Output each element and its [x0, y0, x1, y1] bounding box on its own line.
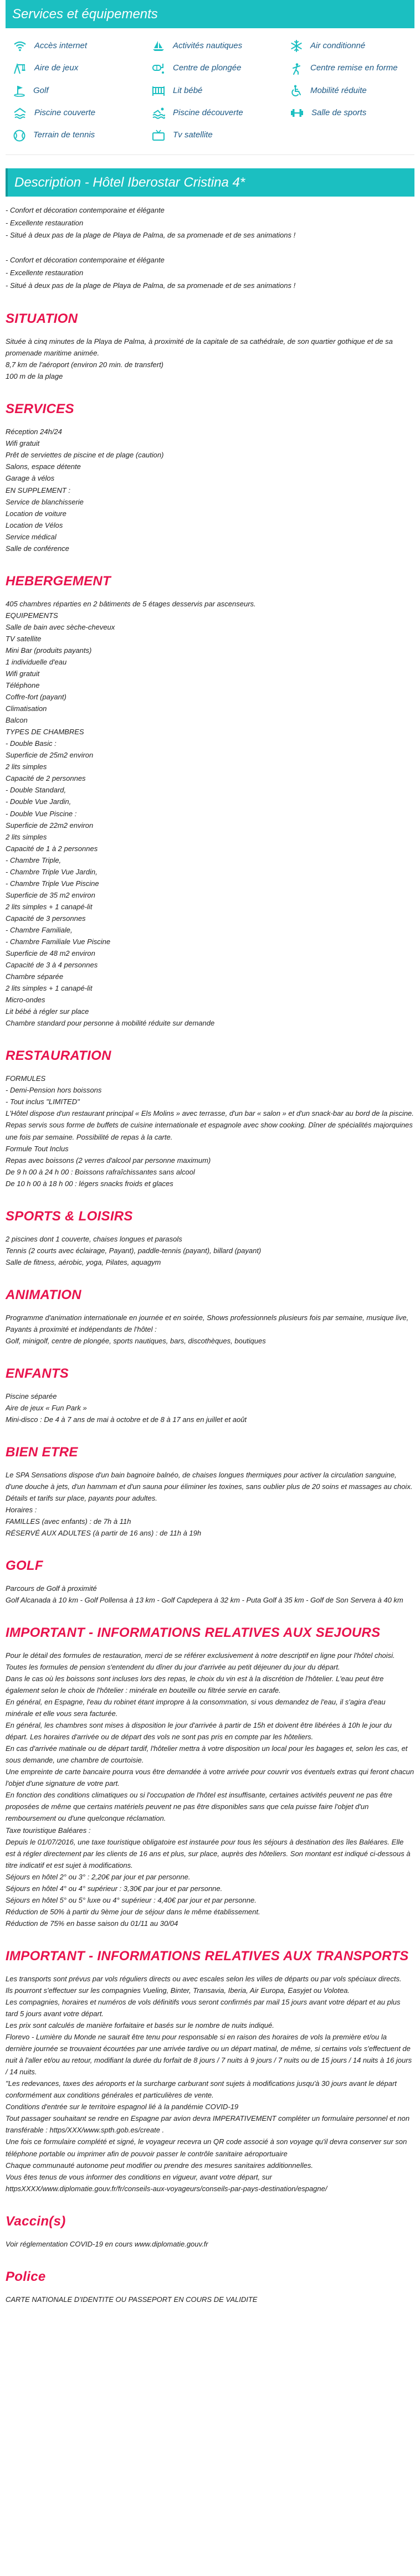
- equipment-label: Piscine découverte: [173, 108, 243, 118]
- snowflake-icon: [290, 40, 303, 52]
- section-content: CARTE NATIONALE D'IDENTITE OU PASSEPORT EN COURS DE VALIDITE: [6, 2295, 258, 2304]
- section-title: HEBERGEMENT: [6, 573, 111, 589]
- equipment-label: Air conditionné: [310, 41, 366, 51]
- section-services: [6, 399, 414, 554]
- wifi-icon: [13, 40, 27, 51]
- section-animation: [6, 1285, 414, 1347]
- description-banner: Description - Hôtel Iberostar Cristina 4*: [6, 168, 414, 197]
- section-golf: [6, 1555, 414, 1606]
- equipment-label: Activités nautiques: [173, 41, 243, 51]
- section-title: SITUATION: [6, 311, 78, 327]
- equipment-label: Aire de jeux: [34, 63, 79, 73]
- section-sports-loisirs: [6, 1206, 414, 1268]
- section-content: Pour le détail des formules de restauration, merci de se référer exclusivement à notre descriptif en ligne pour l'hôtel choisi. Toutes les formules de pension s'entendent du dîner du jour d'arrivée au petit déjeuner du jour du départ. Dans le cas où les boissons sont incluses lors des repas, le choix du vin est à la discrétion de l'hôtelier. L'eau peut être également selon le choix de l'hôtelier : minérale en bouteille ou filtrée servie en carafe. En général, en Espagne, l'eau du robinet étant impropre à la consommation, si vous demandez de l'eau, il s'agira d'eau minérale et elle vous sera facturée. En général, les chambres sont mises à disposition le jour d'arrivée à partir de 15h et doivent être libérées à 10h le jour du départ. Les horaires d'arrivée ou de départ des vols ne sont pas pris en compte par les hôteliers. En cas d'arrivée matinale ou de départ tardif, l'hôtelier mettra à votre disposition un local pour les bagages et, selon les cas, et sous demande, une chambre de courtoisie. Une empreinte de carte bancaire pourra vous être demandée à votre arrivée pour couvrir vos éventuels extras qui feront chacun l'objet d'une signature de votre part. En fonction des conditions climatiques ou si l'occupation de l'hôtel est insuffisante, certaines activités peuvent ne pas être proposées de même que certains matériels peuvent ne pas être disponibles sans que cela puisse faire l'objet d'un remboursement ou d'une quelconque réclamation. Taxe touristique Baléares : Depuis le 01/07/2016, une taxe touristique obligatoire est instaurée pour tous les séjours à destination des îles Baléares. Elle est à régler directement par les clients de 16 ans et plus, sur place, auprès des hôteliers. Son montant est indiqué ci-dessous à titre indicatif et est sujet à modifications. Séjours en hôtel 2° ou 3° : 2,20€ par jour et par personne. Séjours en hôtel 4° ou 4° supérieur : 3,30€ par jour et par personne. Séjours en hôtel 5° ou 5° luxe ou 4° supérieur : 4,40€ par jour et par personne. Réduction de 50% à partir du 9ème jour de séjour dans le même établissement. Réduction de 75% en basse saison du 01/11 au 30/04: [6, 1651, 414, 1928]
- equipment-label: Salle de sports: [311, 108, 367, 118]
- section-title: Police: [6, 2269, 46, 2284]
- intro-line: - Excellente restauration: [6, 268, 84, 277]
- section-title: SPORTS & LOISIRS: [6, 1208, 133, 1224]
- section-title: ANIMATION: [6, 1287, 81, 1302]
- equipment-label: Golf: [33, 85, 49, 95]
- section-bien-etre: [6, 1442, 414, 1539]
- section-hebergement: [6, 571, 414, 1029]
- fitness-icon: [290, 63, 303, 75]
- equipment-label: Mobilité réduite: [310, 85, 367, 95]
- section-content: Située à cinq minutes de la Playa de Palma, à proximité de la capitale de sa cathédrale, de son quartier gothique et de sa promenade maritime animée. 8,7 km de l'aéroport (environ 20 min. de transfert) 100 m de la plage: [6, 337, 393, 381]
- section-vaccins: [6, 2211, 414, 2250]
- equipment-outdoor-pool: [152, 106, 290, 120]
- equipment-playground: [13, 61, 152, 75]
- gym-icon: [290, 108, 304, 118]
- sailboat-icon: [152, 40, 165, 52]
- section-content: FORMULES - Demi-Pension hors boissons - Tout inclus "LIMITED" L'Hôtel dispose d'un restaurant principal « Els Molins » avec terrasse, d'un bar « salon » et d'un snack-bar au bord de la piscine. Repas servis sous forme de buffets de cuisine internationale et espagnole avec show cooking. Dîner de spécialités majorquines une fois par semaine. Possibilité de repas à la carte. Formule Tout Inclus Repas avec boissons (2 verres d'alcool par personne maximum) De 9 h 00 à 24 h 00 : Boissons rafraîchissantes sans alcool De 10 h 00 à 18 h 00 : légers snacks froids et glaces: [6, 1074, 414, 1188]
- equipment-satellite-tv: [152, 128, 290, 142]
- covered-pool-icon: [13, 107, 27, 119]
- section-enfants: [6, 1363, 414, 1425]
- section-content: Voir réglementation COVID-19 en cours www.diplomatie.gouv.fr: [6, 2239, 208, 2248]
- section-divider: [6, 154, 414, 155]
- section-title: BIEN ETRE: [6, 1444, 78, 1460]
- section-important-sejours: [6, 1622, 414, 1929]
- wheelchair-icon: [290, 85, 303, 97]
- equipment-baby-bed: [152, 84, 290, 97]
- equipment-label: Lit bébé: [173, 85, 203, 95]
- section-title: IMPORTANT - INFORMATIONS RELATIVES AUX SEJOURS: [6, 1625, 381, 1640]
- equipment-sports-room: [290, 106, 420, 120]
- section-content: Piscine séparée Aire de jeux « Fun Park » Mini-disco : De 4 à 7 ans de mai à octobre et de 8 à 17 ans en juillet et août: [6, 1392, 247, 1424]
- equipment-label: Centre de plongée: [173, 63, 242, 73]
- section-content: 405 chambres réparties en 2 bâtiments de 5 étages desservis par ascenseurs. EQUIPEMENTS Salle de bain avec sèche-cheveux TV satellite Mini Bar (produits payants) 1 individuelle d'eau Wifi gratuit Téléphone Coffre-fort (payant) Climatisation Balcon TYPES DE CHAMBRES - Double Basic : Superficie de 25m2 environ 2 lits simples Capacité de 2 personnes - Double Standard, - Double Vue Jardin, - Double Vue Piscine : Superficie de 22m2 environ 2 lits simples Capacité de 1 à 2 personnes - Chambre Triple, - Chambre Triple Vue Jardin, - Chambre Triple Vue Piscine Superficie de 35 m2 environ 2 lits simples + 1 canapé-lit Capacité de 3 personnes - Chambre Familiale, - Chambre Familiale Vue Piscine Superficie de 48 m2 environ Capacité de 3 à 4 personnes Chambre séparée 2 lits simples + 1 canapé-lit Micro-ondes Lit bébé à régler sur place Chambre standard pour personne à mobilité réduite sur demande: [6, 599, 256, 1028]
- equipment-covered-pool: [13, 106, 152, 120]
- intro-line: - Confort et décoration contemporaine et élégante: [6, 256, 165, 265]
- golf-icon: [13, 85, 25, 97]
- spacer: [6, 242, 414, 254]
- section-content: 2 piscines dont 1 couverte, chaises longues et parasols Tennis (2 courts avec éclairage, Payant), paddle-tennis (payant), billard (payant) Salle de fitness, aérobic, yoga, Pilates, aquagym: [6, 1234, 262, 1266]
- pool-icon: [152, 107, 165, 119]
- equipment-aircon: [290, 39, 420, 53]
- baby-bed-icon: [152, 85, 165, 96]
- equipments-grid: [6, 36, 414, 154]
- diving-icon: [152, 63, 165, 75]
- section-content: Programme d'animation internationale en journée et en soirée, Shows professionnels plusieurs fois par semaine, musique live, Payants à proximité et indépendants de l'hôtel : Golf, minigolf, centre de plongée, sports nautiques, bars, discothèques, boutiques: [6, 1313, 409, 1345]
- section-content: Parcours de Golf à proximité Golf Alcanada à 10 km - Golf Pollensa à 13 km - Golf Capdepera à 32 km - Puta Golf à 35 km - Golf de Son Servera à 40 km: [6, 1584, 403, 1604]
- equipment-tennis: [13, 128, 152, 142]
- equipment-golf: [13, 84, 152, 97]
- tv-icon: [152, 130, 165, 142]
- equipment-label: Tv satellite: [173, 130, 213, 140]
- section-content: Les transports sont prévus par vols réguliers directs ou avec escales selon les villes de départs ou par vols spéciaux directs. Ils pourront s'effectuer sur les compagnies Vueling, Binter, Transavia, Iberia, Air Europa, Easyjet ou Volotea. Les compagnies, horaires et numéros de vols définitifs vous seront confirmés par mail 15 jours avant votre départ et au plus tard 5 jours avant votre départ. Les prix sont calculés de manière forfaitaire et basés sur le nombre de nuits indiqué. Florevo - Lumière du Monde ne saurait être tenu pour responsable si en raison des horaires de vols la première et/ou la dernière journée se trouvaient écourtées par une arrivée tardive ou un départ matinal, de même, si certains vols s'effectuent de nuit à l'aller et/ou au retour, modifiant la durée du forfait de 8 jours / 7 nuits à 9 jours / 7 nuits ou de 15 jours / 14 nuits à 16 jours / 14 nuits. "Les redevances, taxes des aéroports et la surcharge carburant sont sujets à modifications jusqu'à 30 jours avant le départ conformément aux conditions générales et particulières de vente. Conditions d'entrée sur le territoire espagnol lié à la pandémie COVID-19 Tout passager souhaitant se rendre en Espagne par avion devra IMPERATIVEMENT compléter un formulaire personnel et non transférable : https/XXX/www.spth.gob.es/create . Une fois ce formulaire complété et signé, le voyageur recevra un QR code associé à son voyage qu'il devra conserver sur son téléphone portable ou imprimer afin de pouvoir passer le contrôle sanitaire aéroportuaire Chaque communauté autonome peut modifier ou prendre des mesures sanitaires additionnelles. Vous êtes tenus de vous informer des conditions en vigueur, avant votre départ, sur httpsXXXX/www.diplomatie.gouv.fr/fr/conseils-aux-voyageurs/conseils-par-pays-destination/espagne/: [6, 1974, 412, 2193]
- intro-line: - Situé à deux pas de la plage de Playa de Palma, de sa promenade et de ses animations !: [6, 231, 296, 240]
- equipment-label: Centre remise en forme: [310, 63, 398, 73]
- equipment-nautical: [152, 39, 290, 53]
- equipment-label: Piscine couverte: [34, 108, 96, 118]
- equipment-internet: [13, 39, 152, 53]
- section-title: ENFANTS: [6, 1366, 69, 1381]
- section-title: Vaccin(s): [6, 2213, 66, 2229]
- section-important-transports: [6, 1946, 414, 2194]
- equipment-label: Accès internet: [34, 41, 88, 51]
- section-title: GOLF: [6, 1558, 43, 1573]
- playground-icon: [13, 63, 27, 75]
- section-title: IMPORTANT - INFORMATIONS RELATIVES AUX TRANSPORTS: [6, 1948, 409, 1964]
- equipment-fitness: [290, 61, 420, 75]
- intro-line: - Confort et décoration contemporaine et élégante: [6, 205, 165, 214]
- section-content: Le SPA Sensations dispose d'un bain bagnoire balnéo, de chaises longues thermiques pour activer la circulation sanguine, d'une douche à jets, d'un hammam et d'un sauna pour éliminer les toxines, sans oublier plus de 20 soins et massages au choix. Détails et tarifs sur place, payants pour adultes. Horaires : FAMILLES (avec enfants) : de 7h à 11h RÉSERVÉ AUX ADULTES (à partir de 16 ans) : de 11h à 19h: [6, 1470, 413, 1537]
- equipments-banner: Services et équipements: [6, 0, 414, 28]
- equipment-diving: [152, 61, 290, 75]
- tennis-icon: [13, 130, 25, 142]
- section-title: RESTAURATION: [6, 1048, 111, 1064]
- section-situation: [6, 308, 414, 382]
- description-intro: [6, 204, 414, 292]
- section-police: [6, 2266, 414, 2305]
- equipment-reduced-mobility: [290, 84, 420, 97]
- equipment-label: Terrain de tennis: [33, 130, 95, 140]
- section-content: Réception 24h/24 Wifi gratuit Prêt de serviettes de piscine et de plage (caution) Salons, espace détente Garage à vélos EN SUPPLEMENT : Service de blanchisserie Location de voiture Location de Vélos Service médical Salle de conférence: [6, 427, 164, 553]
- intro-line: - Excellente restauration: [6, 218, 84, 227]
- intro-line: - Situé à deux pas de la plage de Playa de Palma, de sa promenade et de ses animations !: [6, 281, 296, 290]
- section-title: SERVICES: [6, 401, 74, 417]
- section-restauration: [6, 1045, 414, 1189]
